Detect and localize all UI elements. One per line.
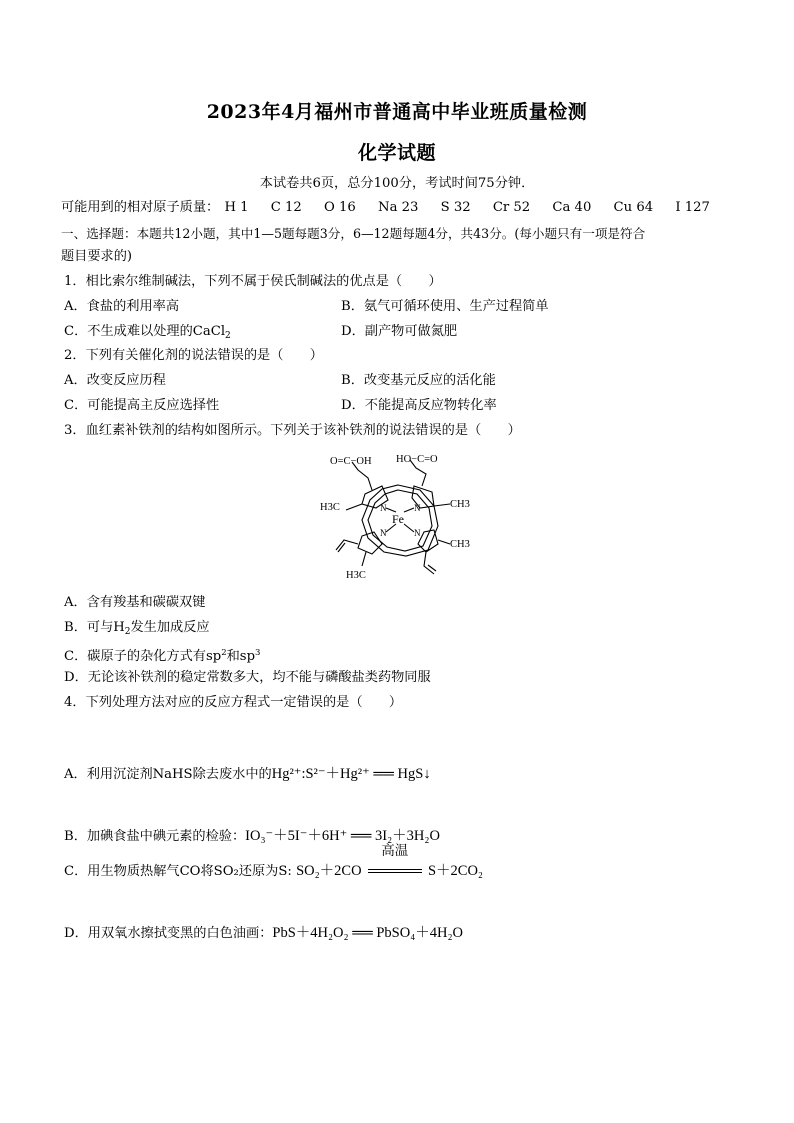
heme-structure-figure [310, 448, 490, 583]
fe-label: Fe [392, 512, 404, 526]
q3-option-b-text: B．可与H [64, 620, 125, 635]
q3-option-c-sup1: 2 [221, 648, 227, 658]
q1-option-d: D．副产物可做氮肥 [341, 324, 458, 339]
mass-o: O 16 [324, 200, 356, 215]
exam-title: 2023年4月福州市普通高中毕业班质量检测 [206, 101, 588, 123]
q3-option-b-text-end: 发生加成反应 [130, 620, 210, 635]
q1-stem: 1．相比索尔维制碱法，下列不属于侯氏制碱法的优点是（ ） [64, 274, 442, 289]
q4-option-a [64, 765, 431, 784]
q3-option-b [64, 619, 210, 641]
q3-option-d: D．无论该补铁剂的稳定常数多大，均不能与磷酸盐类药物同服 [64, 670, 431, 685]
q4-stem: 4．下列处理方法对应的反应方程式一定错误的是（ ） [64, 695, 403, 710]
cooh-right-label: HO−C=O [396, 454, 438, 465]
q2-option-a: A．改变反应历程 [64, 373, 166, 388]
n-label-3: N [380, 528, 387, 538]
q3-option-c [64, 644, 260, 666]
q4-option-a-text: A．利用沉淀剂NaHS除去废水中的 [64, 767, 272, 782]
q3-option-c-text-mid: 和sp [226, 649, 256, 664]
q4-option-c-text: C．用生物质热解气CO将SO₂还原为S: [64, 864, 292, 879]
q1-option-c-text: C．不生成难以处理的CaCl [64, 324, 226, 339]
q4-option-d-text: D．用双氧水擦拭变黑的白色油画： [64, 926, 273, 941]
q1-option-c [64, 323, 231, 345]
mass-ca: Ca 40 [552, 200, 592, 215]
q4-option-a-equation: Hg²⁺:S²⁻＋Hg²⁺ ══ HgS↓ [271, 766, 431, 782]
mass-i: I 127 [675, 200, 710, 215]
q4-option-b-equation: IO₃⁻＋5I⁻＋6H⁺ ══ 3I₂＋3H₂O [245, 828, 440, 844]
ch3-right-mid-label: CH3 [450, 539, 470, 550]
ch3-bottom-label: H3C [346, 570, 366, 581]
section-heading-line1: 一、选择题：本题共12小题，其中1—5题每题3分，6—12题每题4分，共43分。(每小题只有一项是符合 [61, 226, 646, 241]
q3-option-c-text: C．碳原子的杂化方式有sp [64, 649, 222, 664]
cooh-left-label: O=C−OH [330, 456, 372, 467]
q2-option-b: B．改变基元反应的活化能 [341, 373, 496, 388]
q1-option-a: A．食盐的利用率高 [64, 299, 180, 314]
ch3-right-top-label: CH3 [450, 499, 470, 510]
q2-option-d: D．不能提高反应物转化率 [341, 398, 497, 413]
atomic-masses-label: 可能用到的相对原子质量： [61, 200, 220, 215]
exam-subject: 化学试题 [357, 142, 436, 164]
q4-option-c-arrow [366, 843, 424, 880]
q4-option-c [64, 843, 483, 881]
q4-option-d [64, 924, 463, 943]
q1-option-c-subscript: 2 [225, 331, 231, 341]
mass-c: C 12 [270, 200, 302, 215]
q3-option-c-sup2: 3 [255, 648, 261, 658]
q4-option-c-eq-right: S＋2CO₂ [427, 863, 483, 879]
q1-option-b: B．氨气可循环使用、生产过程简单 [341, 299, 549, 314]
q4-option-c-condition: 高温 [381, 843, 409, 859]
n-label-2: N [414, 503, 421, 513]
exam-info: 本试卷共6页，总分100分，考试时间75分钟． [259, 176, 535, 191]
ch3-left-label: H3C [320, 502, 340, 513]
q3-option-a: A．含有羧基和碳碳双键 [64, 595, 206, 610]
mass-h: H 1 [224, 200, 249, 215]
section-heading-line2: 题目要求的) [61, 249, 133, 264]
n-label-1: N [380, 503, 387, 513]
q2-stem: 2．下列有关催化剂的说法错误的是（ ） [64, 348, 323, 363]
q4-option-c-eq-left: SO₂＋2CO [296, 863, 362, 879]
q2-option-c: C．可能提高主反应选择性 [64, 398, 220, 413]
mass-na: Na 23 [378, 200, 419, 215]
n-label-4: N [414, 528, 421, 538]
q3-option-b-subscript: 2 [124, 627, 131, 637]
mass-cr: Cr 52 [492, 200, 531, 215]
atomic-masses [61, 199, 710, 217]
mass-cu: Cu 64 [613, 200, 654, 215]
q4-option-b-text: B．加碘食盐中碘元素的检验： [64, 829, 246, 844]
mass-s: S 32 [440, 200, 471, 215]
q3-stem: 3．血红素补铁剂的结构如图所示。下列关于该补铁剂的说法错误的是（ ） [64, 423, 521, 438]
q4-option-d-equation: PbS＋4H₂O₂ ══ PbSO₄＋4H₂O [272, 925, 464, 941]
